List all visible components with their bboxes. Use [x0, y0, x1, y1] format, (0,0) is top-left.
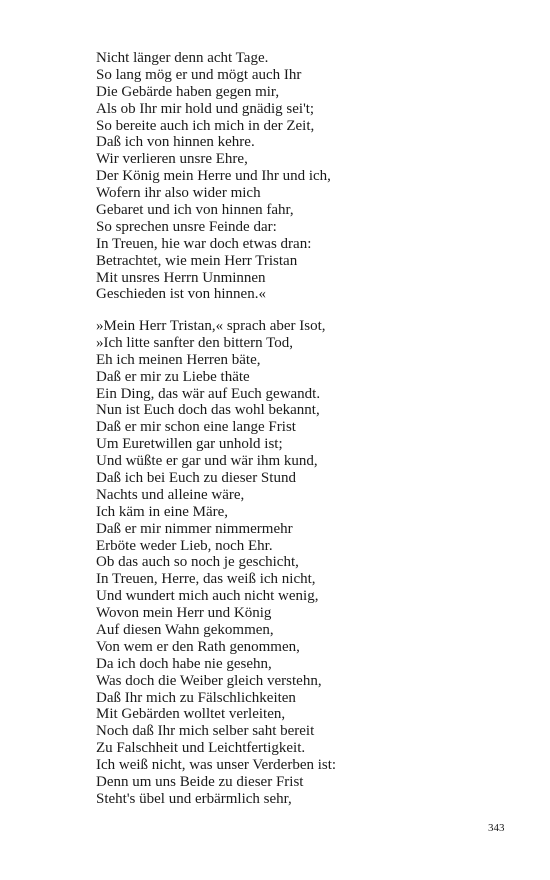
verse-line: In Treuen, Herre, das weiß ich nicht, — [96, 571, 316, 588]
verse-line: »Mein Herr Tristan,« sprach aber Isot, — [96, 318, 326, 334]
verse-line: Eh ich meinen Herren bäte, — [96, 351, 261, 368]
verse-line: Nun ist Euch doch das wohl bekannt, — [96, 402, 320, 419]
stanza-2 — [96, 318, 336, 808]
verse-line: Ich weiß nicht, was unser Verderben ist: — [96, 757, 337, 774]
verse-line: Um Euretwillen gar unhold ist; — [96, 436, 283, 453]
verse-line: Wovon mein Herr und König — [96, 605, 272, 622]
verse-line: Nicht länger denn acht Tage. — [96, 50, 269, 66]
verse-line: Steht's übel und erbärmlich sehr, — [96, 790, 292, 807]
verse-line: Erböte weder Lieb, noch Ehr. — [96, 537, 273, 554]
verse-line: Daß ich von hinnen kehre. — [96, 134, 255, 151]
verse-line: Von wem er den Rath genommen, — [96, 638, 300, 655]
verse-line: »Ich litte sanfter den bittern Tod, — [96, 334, 293, 351]
verse-line: Der König mein Herre und Ihr und ich, — [96, 168, 331, 185]
verse-line: Wir verlieren unsre Ehre, — [96, 151, 248, 168]
verse-line: Denn um uns Beide zu dieser Frist — [96, 774, 304, 791]
verse-line: Betrachtet, wie mein Herr Tristan — [96, 252, 298, 269]
verse-line: Geschieden ist von hinnen.« — [96, 286, 266, 303]
verse-line: Gebaret und ich von hinnen fahr, — [96, 202, 294, 219]
verse-line: Daß Ihr mich zu Fälschlichkeiten — [96, 689, 296, 706]
verse-line: Ich käm in eine Märe, — [96, 503, 229, 520]
verse-line: Wofern ihr also wider mich — [96, 185, 261, 202]
page-number: 343 — [488, 822, 505, 834]
verse-line: So lang mög er und mögt auch Ihr — [96, 66, 302, 83]
stanza-1 — [96, 50, 331, 303]
verse-line: Noch daß Ihr mich selber saht bereit — [96, 723, 315, 740]
verse-line: Da ich doch habe nie gesehn, — [96, 655, 272, 672]
verse-line: Und wundert mich auch nicht wenig, — [96, 588, 319, 605]
verse-line: Und wüßte er gar und wär ihm kund, — [96, 453, 318, 470]
verse-line: Mit Gebärden wolltet verleiten, — [96, 706, 286, 723]
verse-line: Nachts und alleine wäre, — [96, 486, 245, 503]
verse-line: So bereite auch ich mich in der Zeit, — [96, 117, 315, 134]
verse-line: Ein Ding, das wär auf Euch gewandt. — [96, 385, 321, 402]
verse-line: Was doch die Weiber gleich verstehn, — [96, 672, 322, 689]
verse-line: Daß er mir schon eine lange Frist — [96, 419, 296, 436]
verse-line: Mit unsres Herrn Unminnen — [96, 269, 266, 286]
verse-line: In Treuen, hie war doch etwas dran: — [96, 235, 312, 252]
verse-line: Auf diesen Wahn gekommen, — [96, 622, 274, 639]
verse-line: So sprechen unsre Feinde dar: — [96, 218, 277, 235]
verse-line: Die Gebärde haben gegen mir, — [96, 83, 280, 100]
verse-line: Daß er mir nimmer nimmermehr — [96, 520, 293, 537]
verse-line: Ob das auch so noch je geschicht, — [96, 554, 299, 571]
verse-line: Zu Falschheit und Leichtfertigkeit. — [96, 740, 306, 757]
verse-line: Daß ich bei Euch zu dieser Stund — [96, 470, 296, 487]
verse-line: Daß er mir zu Liebe thäte — [96, 368, 250, 385]
verse-line: Als ob Ihr mir hold und gnädig sei't; — [96, 100, 315, 117]
